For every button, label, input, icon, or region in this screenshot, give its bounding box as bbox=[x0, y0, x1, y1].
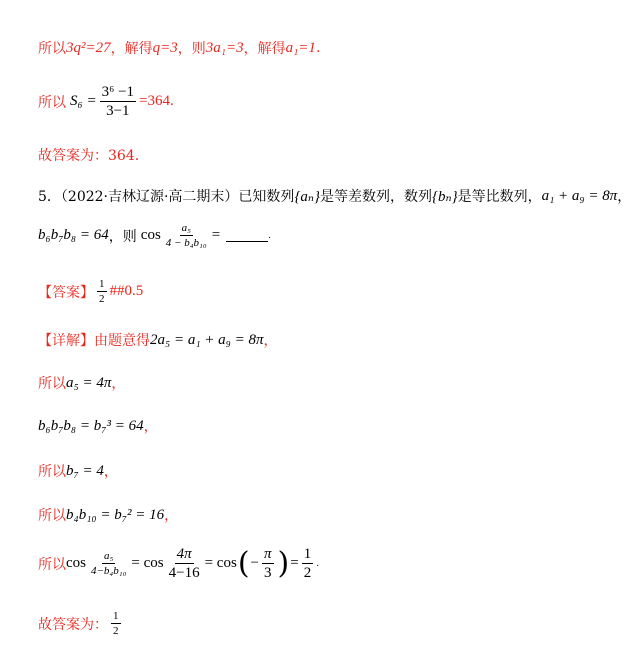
math: = bbox=[211, 227, 221, 243]
math: = cos bbox=[204, 555, 237, 571]
text: . bbox=[315, 40, 321, 56]
solution-line-2 bbox=[38, 84, 174, 119]
math: a₁ + a₉ = 8π bbox=[541, 187, 618, 204]
answer-blank bbox=[226, 229, 268, 242]
text: ， bbox=[111, 376, 126, 392]
fraction-numerator: 3⁶ −1 bbox=[101, 84, 135, 100]
fraction-numerator: 1 bbox=[99, 278, 105, 290]
question-line-2 bbox=[38, 222, 271, 249]
math: 3q²=27 bbox=[66, 39, 111, 56]
math: b₆b₇b₈ = b₇³ = 64 bbox=[38, 417, 144, 434]
math: a₁=1 bbox=[285, 39, 316, 56]
fraction bbox=[89, 550, 128, 577]
math: a₅ = 4π bbox=[66, 374, 112, 391]
question-line-1 bbox=[38, 186, 631, 206]
math: b₆b₇b₈ = 64 bbox=[38, 227, 109, 243]
final-answer bbox=[38, 610, 124, 637]
fraction-numerator: 4π bbox=[176, 546, 192, 562]
math: cos bbox=[66, 555, 86, 571]
fraction-denominator: 3−1 bbox=[106, 103, 130, 119]
text: 所以 bbox=[38, 376, 66, 392]
fraction bbox=[302, 546, 314, 581]
fraction-denominator: 2 bbox=[113, 625, 119, 637]
text: 5．（2022·吉林辽源·高二期末）已知数列 bbox=[38, 189, 295, 205]
fraction-denominator: 2 bbox=[99, 293, 105, 305]
fraction-numerator: 1 bbox=[303, 546, 312, 562]
math: q=3 bbox=[152, 39, 178, 56]
text: 所以 bbox=[38, 464, 66, 480]
solution-line-3 bbox=[38, 145, 139, 165]
text: ，则 bbox=[108, 228, 137, 245]
answer-alt: ##0.5 bbox=[109, 283, 144, 299]
fraction-denominator: 3 bbox=[264, 565, 272, 581]
text: 所以 bbox=[38, 556, 66, 573]
text: . bbox=[268, 230, 272, 241]
fraction bbox=[100, 84, 136, 119]
fraction-numerator: 1 bbox=[113, 610, 119, 622]
step-4 bbox=[38, 505, 178, 525]
fraction-denominator: 4 − b₄b₁₀ bbox=[165, 237, 207, 249]
text: 所以 bbox=[38, 41, 66, 57]
step-3 bbox=[38, 461, 118, 481]
math: − bbox=[250, 555, 259, 571]
answer-line bbox=[38, 278, 143, 305]
math: {aₙ} bbox=[294, 188, 321, 205]
math: 2a₅ = a₁ + a₉ = 8π bbox=[150, 331, 264, 348]
fraction bbox=[167, 546, 202, 581]
fraction-numerator: π bbox=[264, 546, 272, 562]
math: b₄b₁₀ = b₇² = 16 bbox=[66, 506, 165, 523]
detail-label: 【详解】由题意得 bbox=[38, 333, 150, 349]
fraction bbox=[97, 278, 107, 305]
math: S₆ = bbox=[70, 93, 97, 109]
text: ，解得 bbox=[110, 41, 153, 57]
right-paren: ) bbox=[277, 545, 290, 581]
text: ， bbox=[143, 419, 158, 435]
fraction-denominator: 4−b₄b₁₀ bbox=[91, 565, 127, 577]
text: 是等差数列，数列 bbox=[320, 189, 433, 205]
math: cos bbox=[140, 227, 161, 243]
text: 故答案为：364. bbox=[38, 148, 140, 164]
fraction-denominator: 4−16 bbox=[168, 565, 200, 581]
fraction-denominator: 2 bbox=[303, 565, 312, 581]
text: ， bbox=[103, 464, 118, 480]
math: {bₙ} bbox=[432, 188, 458, 205]
math: = cos bbox=[131, 555, 164, 571]
detail-line bbox=[38, 330, 278, 350]
text: ， bbox=[617, 189, 632, 205]
step-2 bbox=[38, 416, 158, 436]
step-1 bbox=[38, 373, 125, 393]
left-paren: ( bbox=[237, 545, 250, 581]
math: 3a₁=3 bbox=[205, 39, 244, 56]
fraction-numerator: a₅ bbox=[181, 222, 191, 234]
step-5 bbox=[38, 546, 319, 581]
fraction bbox=[262, 546, 274, 581]
solution-line-1 bbox=[38, 38, 320, 58]
text: ，则 bbox=[177, 41, 206, 57]
fraction bbox=[164, 222, 209, 249]
text: 是等比数列， bbox=[457, 189, 542, 205]
text: ，解得 bbox=[243, 41, 286, 57]
fraction-numerator: a₅ bbox=[104, 550, 114, 562]
text: ， bbox=[263, 333, 278, 349]
fraction bbox=[111, 610, 121, 637]
text: 所以 bbox=[38, 94, 66, 111]
text: 故答案为： bbox=[38, 616, 108, 633]
answer-label: 【答案】 bbox=[38, 284, 94, 301]
math: =364. bbox=[139, 93, 174, 109]
text: . bbox=[316, 558, 320, 569]
text: ， bbox=[164, 508, 179, 524]
text: 所以 bbox=[38, 508, 66, 524]
math: = bbox=[290, 555, 299, 571]
math: b₇ = 4 bbox=[66, 462, 104, 479]
